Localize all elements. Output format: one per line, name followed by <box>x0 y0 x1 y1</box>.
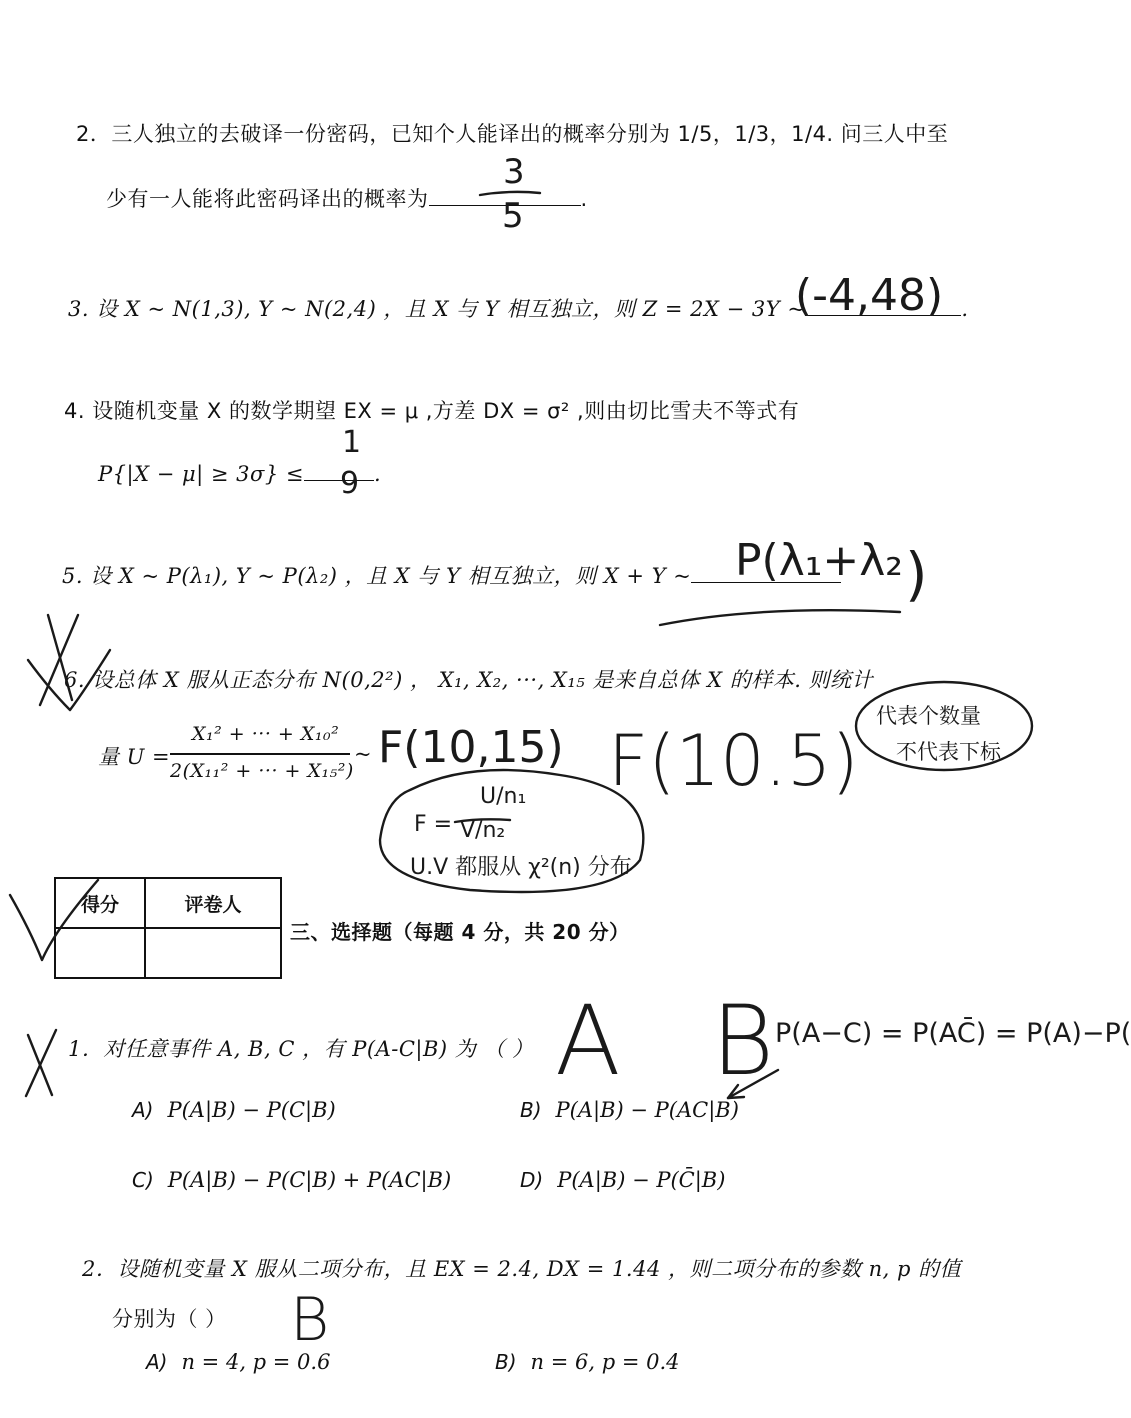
q4-line2-text: P{|X − μ| ≥ 3σ} ≤ <box>98 462 304 486</box>
q6-bubble-note-2: 不代表下标 <box>896 740 1001 764</box>
option-c-text: P(A|B) − P(C|B) + P(AC|B) <box>167 1168 452 1192</box>
choice-q2-option-b <box>495 1350 680 1374</box>
q6-fraction-denominator: 2(X₁₁² + ··· + X₁₅²) <box>170 760 354 782</box>
choice-q2-option-a <box>146 1350 330 1374</box>
q6-line1: 6. 设总体 X 服从正态分布 N(0,2²) ， X₁, X₂, ···, X₁₅ 是来自总体 X 的样本. 则统计 <box>64 668 874 692</box>
choice-q1-option-b <box>520 1098 739 1122</box>
q2-end: . <box>580 187 588 211</box>
score-table <box>54 877 282 979</box>
q2-answer-numerator: 3 <box>503 152 525 192</box>
option-a-label: A) <box>146 1350 168 1374</box>
grader-header: 评卷人 <box>145 878 281 928</box>
choice-q2-line1: 2．设随机变量 X 服从二项分布，且 EX = 2.4, DX = 1.44 ，则二项分布的参数 n, p 的值 <box>82 1257 962 1281</box>
choice-q2-line2: 分别为（ ） <box>112 1307 227 1331</box>
option-d-label: D) <box>520 1168 544 1192</box>
q4-end: . <box>373 462 382 486</box>
option-b-label: B) <box>520 1098 542 1122</box>
q6-formula-note: U.V 都服从 χ²(n) 分布 <box>410 855 632 880</box>
choice-q1-option-a <box>132 1098 336 1122</box>
q2-answer-denominator: 5 <box>502 196 524 236</box>
q6-fraction-numerator: X₁² + ··· + X₁₀² <box>192 723 340 745</box>
option-b-text: n = 6, p = 0.4 <box>530 1350 680 1374</box>
q6-fraction-bar <box>170 753 350 755</box>
option-a-label: A) <box>132 1098 154 1122</box>
choice-q1-option-c <box>132 1168 451 1192</box>
choice-q1-cross-b <box>26 1030 56 1096</box>
q4-answer-denominator: 9 <box>340 466 360 501</box>
choice-q1-stem: 1．对任意事件 A, B, C ，有 P(A-C|B) 为 （ ） <box>68 1037 534 1061</box>
option-b-text: P(A|B) − P(AC|B) <box>555 1098 739 1122</box>
choice-q1-answer-marks: A B <box>555 985 805 1097</box>
option-a-text: n = 4, p = 0.6 <box>181 1350 331 1374</box>
q2-line1: 2．三人独立的去破译一份密码，已知个人能译出的概率分别为 1/5，1/3，1/4. 问三人中至 <box>76 122 949 146</box>
option-c-label: C) <box>132 1168 154 1192</box>
option-a-text: P(A|B) − P(C|B) <box>167 1098 336 1122</box>
choice-q1-side-note: P(A−C) = P(AC̄) = P(A)−P( <box>775 1018 1131 1049</box>
q6-line2-prefix: 量 U = <box>98 745 171 769</box>
choice-q2-answer: B <box>290 1285 330 1355</box>
q6-tilde: ~ <box>354 742 373 766</box>
q6-answer: F(10,15) <box>378 722 564 773</box>
option-b-label: B) <box>495 1350 517 1374</box>
q5-answer-close-paren: ) <box>905 540 928 608</box>
q5-line <box>62 560 841 590</box>
q6-formula-denominator: V/n₂ <box>460 818 506 843</box>
choice-q1-cross-a <box>28 1035 52 1095</box>
q3-end: . <box>961 297 969 321</box>
q6-correction: F(10.5) <box>608 720 859 802</box>
grader-cell <box>145 928 281 978</box>
choice-q1-option-d <box>520 1168 725 1192</box>
q6-bubble-note-1: 代表个数量 <box>876 704 981 728</box>
q6-formula-numerator: U/n₁ <box>480 784 527 809</box>
score-cell <box>55 928 145 978</box>
option-d-text: P(A|B) − P(C̄|B) <box>557 1168 726 1192</box>
q6-formula-f: F = <box>414 812 453 837</box>
q4-line2 <box>98 462 381 486</box>
q4-answer-blank <box>304 480 374 481</box>
q2-line2-text: 少有一人能将此密码译出的概率为 <box>106 187 429 211</box>
q4-line1: 4. 设随机变量 X 的数学期望 EX = μ ,方差 DX = σ² ,则由切比雪夫不等式有 <box>64 399 800 423</box>
section3-title: 三、选择题（每题 4 分，共 20 分） <box>290 920 630 944</box>
q3-text: 3. 设 X ~ N(1,3), Y ~ N(2,4) ，且 X 与 Y 相互独立，则 Z = 2X − 3Y ~ <box>68 297 806 321</box>
q5-text: 5. 设 X ~ P(λ₁), Y ~ P(λ₂) ，且 X 与 Y 相互独立，则 X + Y ~ <box>62 564 692 588</box>
score-header: 得分 <box>55 878 145 928</box>
q3-answer: (-4,48) <box>795 270 944 321</box>
q5-answer: P(λ₁+λ₂ <box>735 535 903 586</box>
q5-underline-swoosh <box>660 610 900 625</box>
q4-answer-numerator: 1 <box>342 425 362 460</box>
